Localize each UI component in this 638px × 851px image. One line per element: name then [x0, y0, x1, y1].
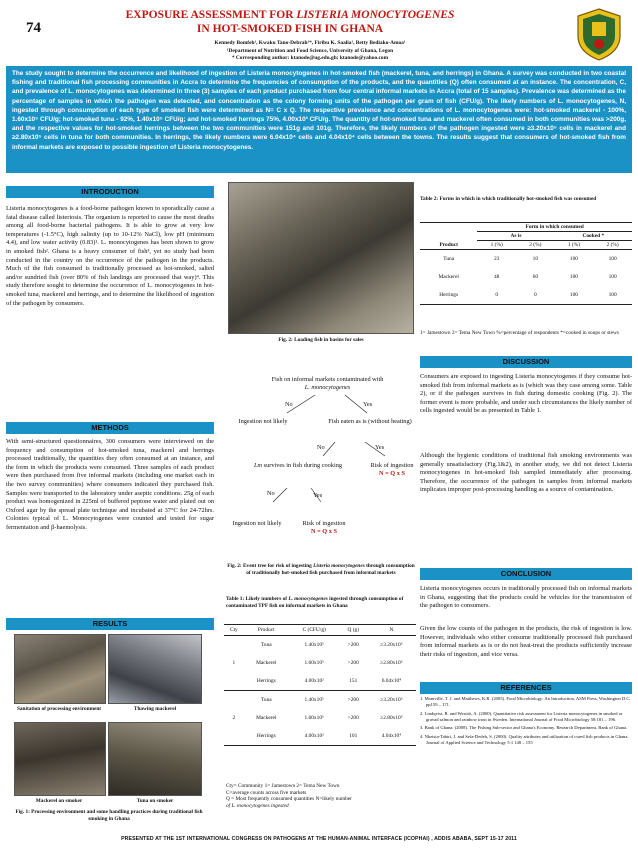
poster-title — [80, 8, 500, 36]
table-cell: 100 — [569, 274, 578, 280]
event-tree-caption-pre: Fig. 2: Event tree for risk of ingesting — [227, 563, 314, 569]
event-tree-caption — [226, 563, 416, 577]
t1-header: Cty — [229, 627, 238, 633]
photo-mackerel-smoker — [14, 722, 106, 796]
branch-no-2: No — [317, 444, 325, 451]
table2-note: 1= Jamestown 2= Tema New Town %=percentage of respondents *=cooked in soups or stews — [420, 330, 619, 336]
methods-heading: METHODS — [6, 422, 214, 434]
node-risk-ingestion-1 — [357, 462, 427, 478]
fig1-caption: Fig. 1: Processing environment and some handling practices during traditional fish smoking in Ghana — [15, 809, 203, 822]
table-row — [224, 727, 416, 746]
table-cell: 1.60x10⁵ — [304, 660, 324, 666]
tree-root-organism: L. monocytogenes — [304, 384, 351, 391]
t1-header: Product — [257, 627, 275, 633]
table-cell: 4.00x10² — [304, 733, 324, 739]
table1-title — [226, 596, 416, 610]
table2 — [420, 222, 632, 305]
correspondence: * Corresponding author: ktanode@ug.edu.gh; ktanode@yahoo.com — [231, 55, 389, 61]
leaf-ingestion-not-likely-1: Ingestion not likely — [238, 418, 288, 425]
caption-sanitation: Sanitation of processing environment — [16, 706, 102, 712]
table-row — [420, 268, 632, 286]
risk-formula-1: N = Q x S — [379, 470, 405, 477]
table-cell: 4.00x10² — [304, 678, 324, 684]
table-cell: ≥2.80x10⁵ — [380, 660, 403, 666]
t1-note: Cty= Community 1= Jamestown 2= Tema New Town — [226, 783, 340, 789]
table-cell — [224, 691, 244, 710]
photo-fish-basins — [228, 182, 414, 334]
table1-notes — [226, 783, 416, 809]
table-cell: Herrings — [256, 733, 276, 739]
table-cell: >200 — [347, 660, 359, 666]
table1-title-post: ingested through consumption of contaminated TPF fish on informal markets in Ghana — [226, 596, 404, 609]
table-cell: Tuna — [260, 697, 272, 703]
table-cell: 1.60x10⁵ — [304, 715, 324, 721]
table-cell: >200 — [347, 697, 359, 703]
table-cell: 4.04x10⁴ — [381, 733, 402, 739]
table-cell — [224, 636, 244, 655]
title-line2: IN HOT-SMOKED FISH IN GHANA — [196, 23, 384, 35]
reference-item: 1. Montville, T. J. and Matthews, K.R. (2005). Food Microbiology: An Introduction, ASM Press, Washington D.C. pp159 – 171. — [420, 696, 631, 708]
introduction-text: Listeria monocytogenes is a food-borne pathogen known to sporadically cause a fatal disease called listeriosis. The organism is reported to cause the most deaths among all food-borne bacterial pathogens. It is able to grow at very low temperatures (-1.5°C), high salinity (up to 10-12% NaCl), low pH (minimum 4.4), and low water activity (0.83)¹. L. monocytogenes has been shown to grow in smoked fish². Ghana is a heavy consumer of fish³, yet no study had been conducted in the country on the occurrence of the pathogen in the products. Much of the fish consumed is traditionally processed as hot-smoked, salted and/or sundried fish (over 80% of fish landings are processed that way)⁴. This study therefore sought to determine the occurrence of L. monocytogenes in hot-smoked tuna, mackerel and herrings, and to determine the likelihood of ingestion of the pathogen by consumers. — [6, 205, 214, 307]
tree-root — [225, 376, 430, 392]
table-cell: 100 — [608, 292, 617, 298]
table-cell: Tuna — [260, 642, 272, 648]
discussion-heading: DISCUSSION — [420, 356, 632, 368]
table-cell: ≥2.80x10⁵ — [380, 715, 403, 721]
table-cell: 0 — [533, 292, 537, 298]
t1-header: Q (g) — [347, 627, 359, 633]
branch-yes-1: Yes — [363, 401, 373, 408]
table-cell: 101 — [349, 733, 358, 739]
t2-col-header: 1 (%) — [567, 242, 581, 248]
fig2-caption: Fig. 2: Loading fish in basins for sales — [278, 337, 364, 343]
t1-note: of L. monocytogenes ingested — [226, 802, 289, 809]
t1-note: Q = Most frequently consumed quantities N=likely number — [226, 796, 352, 803]
footer-conference: PRESENTED AT THE 1ST INTERNATIONAL CONGRESS ON PATHOGENS AT THE HUMAN-ANIMAL INTERFACE (ICOPHAI) , ADDIS ABABA, SEPT 15-17 2011 — [121, 836, 517, 842]
table-cell: 1 — [232, 660, 236, 666]
table-row — [420, 250, 632, 269]
table-cell: Mackerel — [256, 660, 277, 666]
risk-label-2: Risk of ingestion — [302, 520, 346, 527]
conclusion-heading: CONCLUSION — [420, 568, 632, 580]
table-cell — [224, 727, 244, 746]
t1-header: C (CFU/g) — [302, 627, 326, 633]
node-lm-abbrev: Lm — [254, 462, 263, 469]
table-row — [224, 691, 416, 710]
reference-item: 4. Nketsia-Tabiri, J. and Sefa-Dedeh, S. (2000). Quality attributes and utilization of cured fish products in Ghana. Journal of Applied Science and Technology 5:1 148 – 155 — [420, 733, 629, 746]
table1-title-pre: Table 1: Likely numbers of — [226, 596, 289, 602]
table-cell — [224, 672, 244, 691]
abstract-banner: The study sought to determine the occurrence and likelihood of ingestion of Listeria monocytogenes in hot-smoked fish (mackerel, tuna, and herrings) in Ghana. A survey was conducted in two coastal fishing and traditional fish processing communities in Accra to determine the frequencies of consumption of the products, and the quantities (Q) often consumed at an instance. The concentration, C, and prevalence of L. monocytogenes was determined in three (3) samples of each product purchased from four central informal markets in Accra (total of 15 samples). Prevalence was determined as the percentage of samples in which the pathogen was detected, and concentration as the colony forming units of the pathogen per gram of fish (CFU/g). The likely numbers of L. monocytogenes, N, ingested through consumption of each type of smoked fish were determined as N= C x Q. The respective prevalence and concentrations of L. monocytogenes were: hot-smoked mackerel - 100%, 1.60x10⁵ CFU/g; hot-smoked tuna - 92%, 1.40x10⁵ CFU/g; and hot-smoked herrings 75%, 4.00x10³ CFU/g. The quantity of hot-smoked tuna and mackerel often consumed in both communities was >200g, and the respective values for hot-smoked herrings between the two communities were 151g and 101g. Therefore, the likely numbers of the pathogen ingested were ≥3.20x10⁵ cells in mackerel and ≥2.80x10⁵ cells in tuna for both communities. In herrings, the likely numbers were 6.04x10⁴ cells and 4.04x10⁴ cells between the towns. The results suggest that consumers of hot-smoked fish from informal markets are exposed to possible ingestion of Listeria monocytogenes. — [6, 66, 632, 173]
table-cell: Tuna — [443, 256, 455, 262]
table-cell: ≥3.20x10⁵ — [380, 642, 403, 648]
table-cell: Mackerel — [256, 715, 277, 721]
node-lm-survives — [243, 462, 353, 470]
table-cell: 1.40x10⁵ — [304, 697, 324, 703]
table-cell: >200 — [347, 715, 359, 721]
table-cell: 151 — [349, 678, 358, 684]
event-tree-diagram — [225, 376, 430, 561]
table-cell: Mackerel — [438, 274, 459, 280]
reference-item: 2. Lindqvist, R. and Westöö, A. (2000). Quantitative risk assessment for Listeria monocytogenes in smoked or gravad salmon and rainbow trout in Sweden. International Journal of Food Microbiology 58:181 – 196. — [420, 710, 623, 722]
table-cell: 10 — [532, 256, 539, 262]
introduction-heading: INTRODUCTION — [6, 186, 214, 198]
references-heading: REFERENCES — [420, 682, 632, 694]
t2-group-header: Form in which consumed — [477, 223, 632, 232]
table2-title: Table 2: Forms in which in which traditionally hot-smoked fish was consumed — [420, 196, 597, 202]
table-cell: Herrings — [439, 292, 459, 298]
methods-text: With semi-structured questionnaires, 300 consumers were interviewed on the frequency and consumption of hot-smoked tuna, mackerel and herrings processed traditionally, the quantities they often consumed at an instance, and the form in which the products were consumed. Three samples of each product were then purchased from five informal markets (including one market each in the two survey communities) where consumers indicated they purchased fish. Samples were transported to the laboratory under aseptic conditions. 25g of each product was homogenized in 225ml of buffered peptone water and plated out on Oxford agar by the spread plate technique and incubated at 37°C for 24-72hrs. Colonies typical of L. Monocytogenes were counted and tested for sugar fermentation and β-haemolysis. — [6, 438, 214, 531]
table-cell: 100 — [569, 256, 578, 262]
table-row — [224, 672, 416, 691]
title-line1-prefix: EXPOSURE ASSESSMENT FOR — [125, 9, 297, 21]
event-tree-caption-post: through consumption of traditionally hot-smoked fish purchased from informal markets — [246, 563, 415, 576]
node-lm-survives-text: survives in fish during cooking — [262, 462, 342, 469]
table-cell: 1.40x10⁵ — [304, 642, 324, 648]
table-cell: 23 — [493, 256, 500, 262]
tree-root-text: Fish on informal markets contaminated with — [271, 376, 384, 383]
reference-list — [420, 696, 632, 749]
table-cell: 0 — [495, 292, 499, 298]
branch-yes-2: Yes — [375, 444, 385, 451]
table-row — [224, 654, 416, 672]
author-block — [150, 40, 470, 63]
event-tree-caption-organism: Listeria monocytogenes — [313, 563, 365, 569]
table-cell: >200 — [347, 642, 359, 648]
leaf-ingestion-not-likely-2: Ingestion not likely — [232, 520, 282, 527]
table-cell: 6.04x10⁴ — [381, 678, 402, 684]
table-row — [224, 636, 416, 655]
t2-col-header: 2 (%) — [529, 242, 542, 248]
node-eaten-as-is: Fish eaten as is (without heating) — [328, 418, 412, 425]
risk-label-1: Risk of ingestion — [370, 462, 414, 469]
t2-col-header: 2 (%) — [606, 242, 619, 248]
discussion-para2: Although the hygienic conditions of traditional fish smoking environments was generally unsatisfactory (Fig.1&2), in another study, we did not detect Listeria monocytogenes in hot-smoked fish sampled immediately after processing. Therefore, the occurrence of the pathogen in samples from informal markets implicates improper post-processing handling as a source of contamination. — [420, 452, 632, 494]
branch-no-3: No — [267, 490, 275, 497]
caption-thawing: Thawing mackerel — [133, 706, 177, 712]
table-cell: 2 — [232, 715, 236, 721]
t2-col-header: 1 (%) — [490, 242, 503, 248]
photo-thawing-mackerel — [108, 634, 202, 704]
affiliation: ¹Department of Nutrition and Food Science, University of Ghana, Legon — [226, 47, 394, 54]
node-risk-ingestion-2 — [287, 520, 361, 536]
table-cell: 100 — [569, 292, 578, 298]
t2-sub-cooked: Cooked * — [555, 232, 632, 241]
reference-item: 3. Bank of Ghana. (2008). The Fishing Sub-sector and Ghana's Economy. Research Department, Bank of Ghana. — [420, 725, 628, 731]
branch-yes-3: Yes — [313, 492, 323, 499]
table1 — [224, 624, 416, 746]
caption-tuna-smoker: Tuna on smoker — [136, 798, 174, 804]
table-cell: 48 — [493, 274, 500, 280]
caption-mackerel-smoker: Mackerel on smoker — [35, 798, 83, 804]
table-cell: 60 — [532, 274, 539, 280]
photo-sanitation — [14, 634, 106, 704]
t2-product-label: Product — [439, 241, 458, 248]
conclusion-para1: Listeria monocytogenes occurs in traditionally processed fish on informal markets in Ghana, suggesting that the products could be vehicles for the transmission of the pathogen to consumers. — [420, 585, 632, 610]
title-line1-organism: LISTERIA MONOCYTOGENES — [296, 9, 455, 21]
t2-sub-as-is: As is — [477, 232, 554, 241]
t1-note: C=average counts across five markets — [226, 789, 307, 796]
author-list: Kennedy Bomfeh¹, Kwaku Tano-Debrah¹*, Firibu K. Saalia¹, Betty Bediako-Amoa¹ — [214, 40, 406, 46]
table-cell: 100 — [608, 274, 617, 280]
page-number: 74 — [26, 20, 41, 36]
conclusion-para2: Given the low counts of the pathogen in the products, the risk of ingestion is low. However, individuals who either consume traditionally processed fish purchased from informal markets as is or do not heat-treat the products sufficiently increase their risks of ingestion, and vice versa. — [420, 625, 632, 658]
table-cell: ≥3.20x10⁵ — [380, 697, 403, 703]
photo-tuna-smoker — [108, 722, 202, 796]
t1-header: N — [389, 627, 394, 633]
risk-formula-2: N = Q x S — [311, 528, 337, 535]
discussion-para1: Consumers are exposed to ingesting Listeria monocytogenes if they consume hot-smoked fish from informal markets as is (which was they case among some. Table 2), or if the pathogen survives in fish during domestic cooking (Fig. 2). The former event is more probable, and under such circumstances the likely number of cells ingested would be as presented in Table 1. — [420, 373, 632, 415]
table-row — [420, 286, 632, 305]
university-crest-logo — [572, 6, 626, 62]
table-cell: 100 — [608, 256, 617, 262]
branch-no-1: No — [285, 401, 293, 408]
results-heading: RESULTS — [6, 618, 214, 630]
table-cell: Herrings — [256, 678, 276, 684]
table1-title-organism: L. monocytogenes — [288, 596, 328, 602]
table-row — [224, 709, 416, 727]
